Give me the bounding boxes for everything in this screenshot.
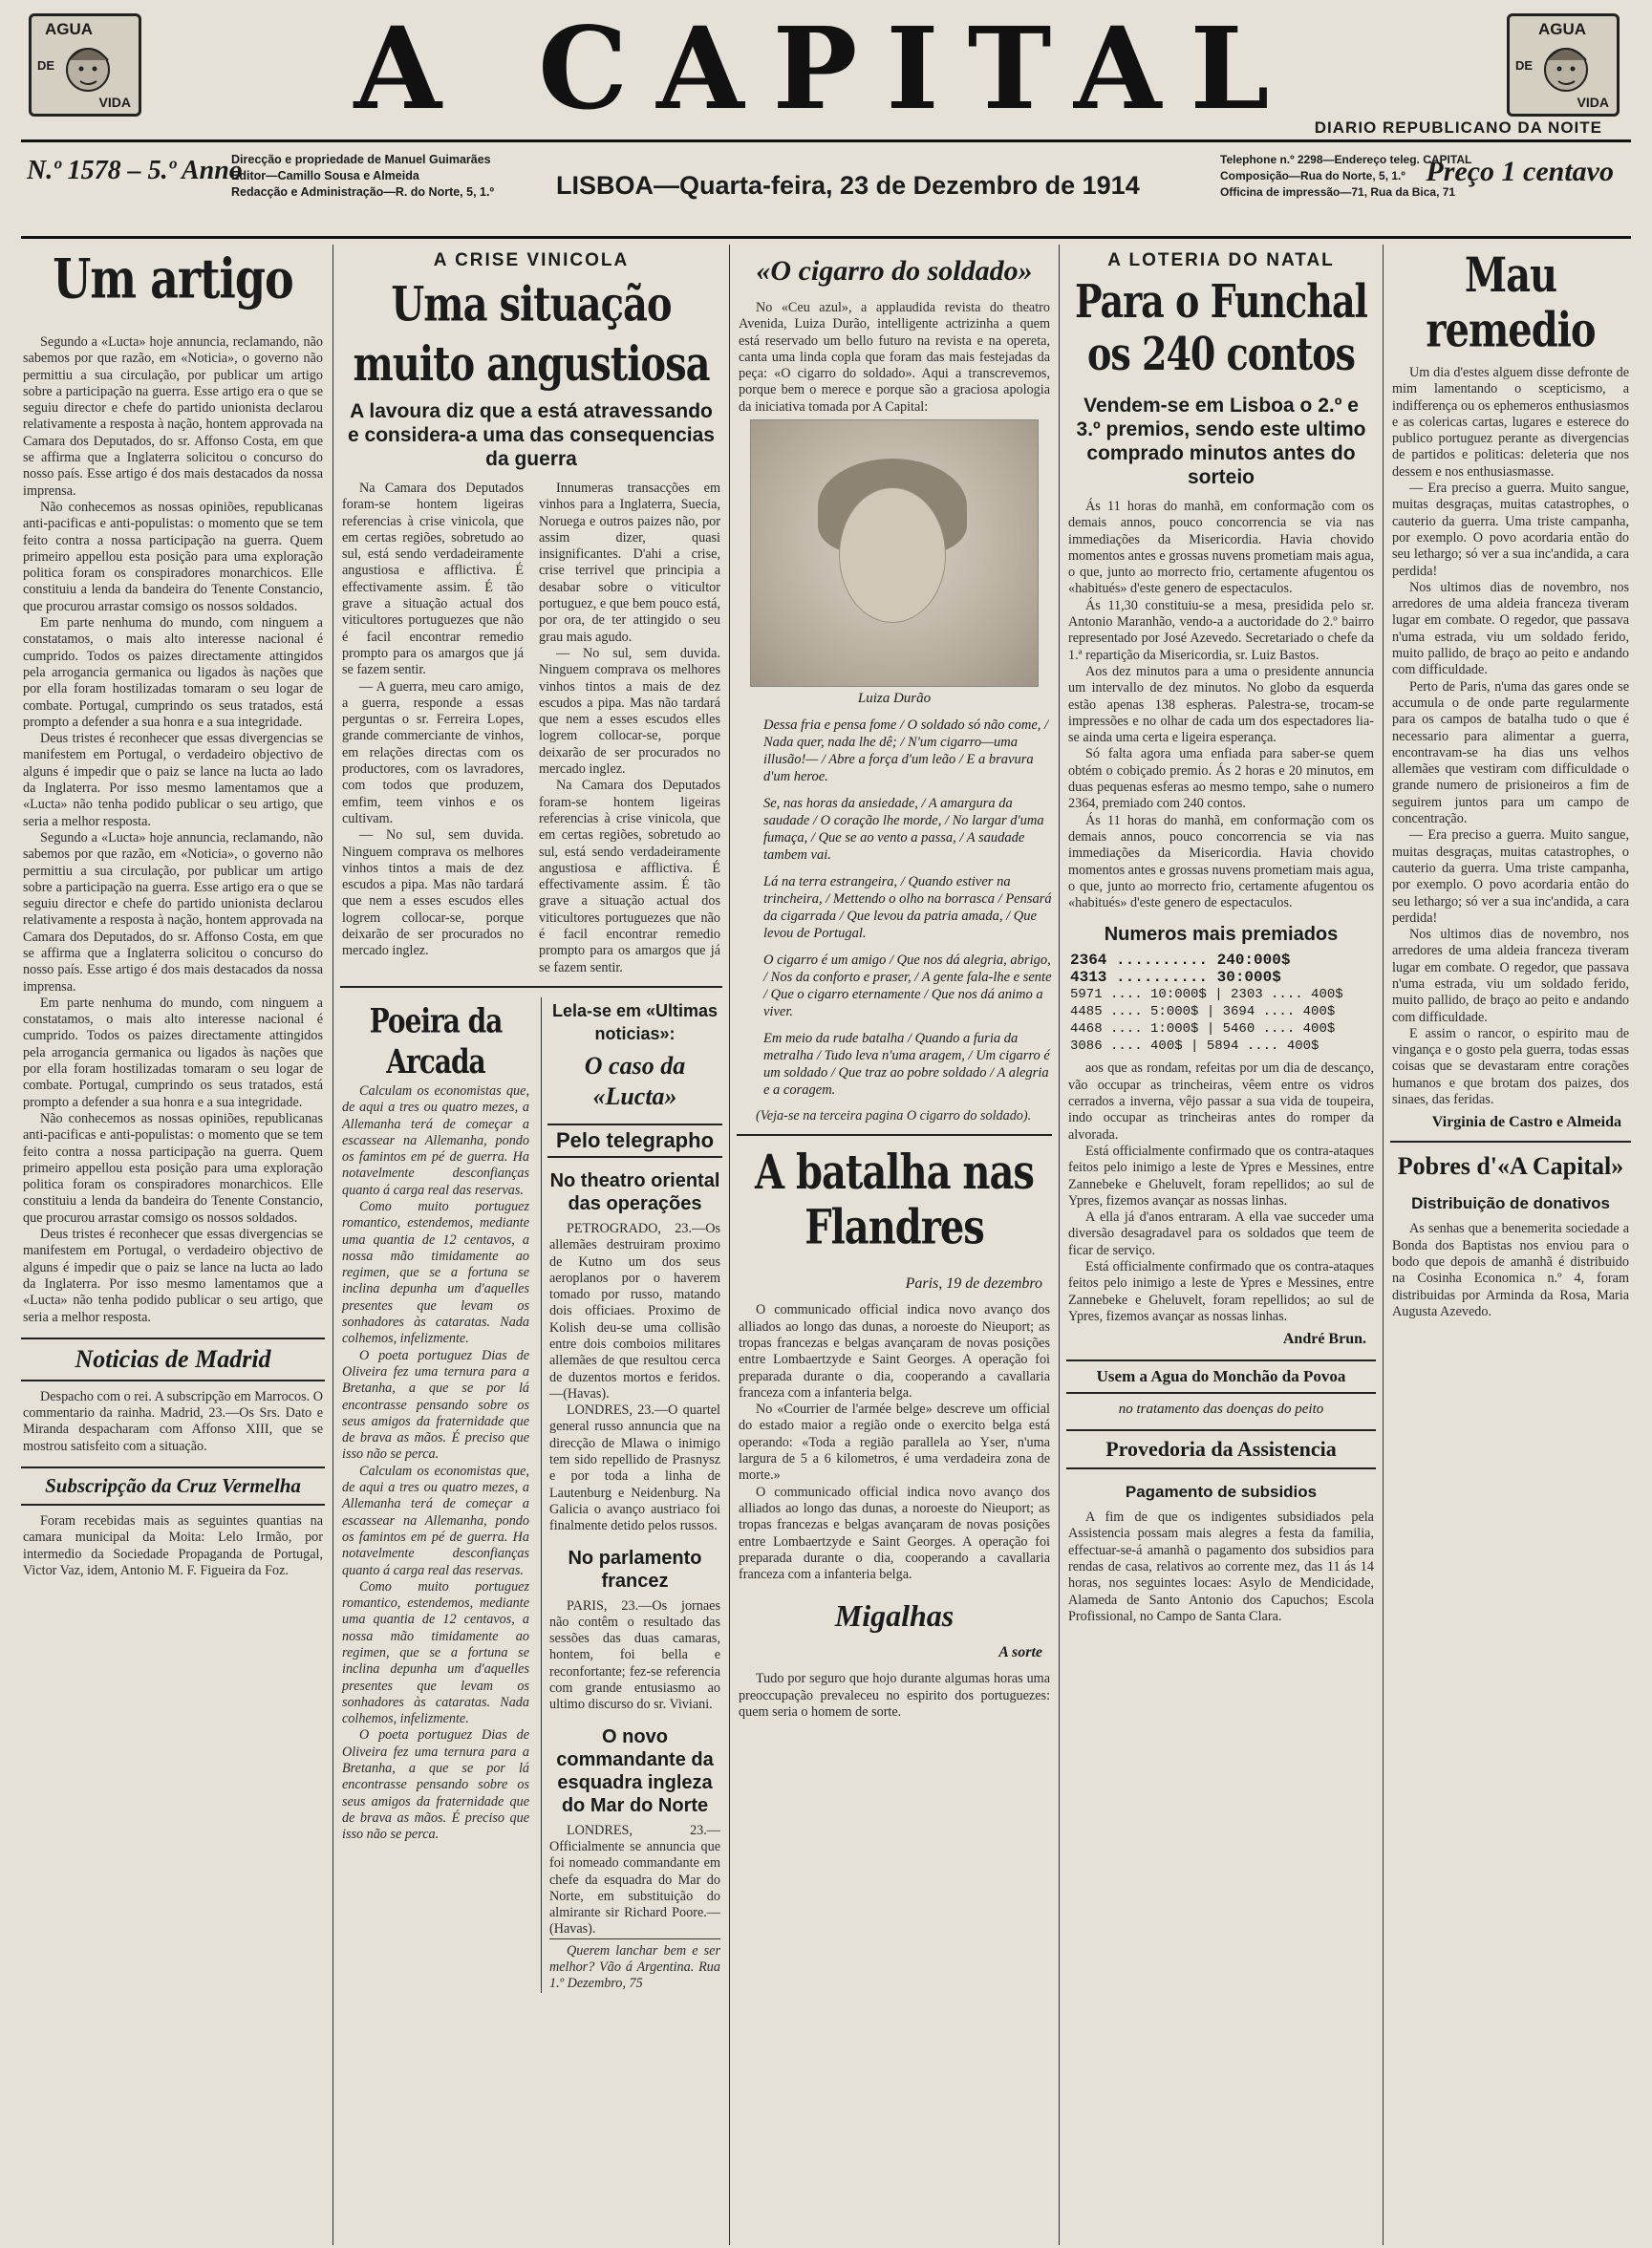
song-stanza: Se, nas horas da ansiedade, / A amargura da saudade / O coração lhe morde, / No largar d'uma fumaça, / Que se ao vento a passa, / A saudade tambem vai. bbox=[763, 796, 1044, 864]
article-paragraph: — No sul, sem duvida. Ninguem comprava os melhores vinhos tintos a mais de dez escudos a pipa. Mas não tardará que nem a esses escudos elles logrem collocar-se, porque deixarão de ser procurados no mercado inglez. bbox=[539, 645, 720, 778]
article-paragraph: Aos dez minutos para a uma o presidente annuncia um intervallo de dez minutos. No globo da esquerda estão apenas 138 espheras. Palestra-se, trocam-se impressões e no olhar de cada um dos espectadores lia-se ainda uma certa e ligeira esperança. bbox=[1068, 663, 1374, 746]
article-paragraph: LONDRES, 23.—O quartel general russo annuncia que na direcção de Mlawa o inimigo tem sido repellido de Prasnysz e por toda a linha de Lautenburg e Neidenburg. Na Galicia o avanço austriaco foi finalmente detido pelos russos. bbox=[549, 1402, 720, 1534]
article-paragraph: Ás 11,30 constituiu-se a mesa, presidida pelo sr. Antonio Maranhão, vendo-a a auctoridade do 2.º bairro representado por José Azevedo. Secretariado o chefe da 1.ª repartição da Misericordia, sr. Luiz Bastos. bbox=[1068, 597, 1374, 663]
article-paragraph: Tudo por seguro que hojo durante algumas horas uma preoccupação prevaleceu no espirito dos portuguezes: quem seria o homem de sorte. bbox=[739, 1671, 1050, 1721]
article-deck: A lavoura diz que a está atravessando e considera-a uma das consequencias da guerra bbox=[348, 400, 715, 470]
article-paragraph: PARIS, 23.—Os jornaes não contêm o resultado das sessões das duas camaras, hontem, foi bella e reconfortante; fez-se referencia com grande entusiasmo ao ultimo discurso do sr. Viviani. bbox=[549, 1597, 720, 1713]
article-paragraph: PETROGRADO, 23.—Os allemães destruiram proximo de Kutno um dos seus aeroplanos por o haverem tomado por russo, matando dois officiaes. Proximo de Kolish deu-se uma collisão entre dois comboios militares allemães de que resultou cerca de duzentos mortos e feridos.—(Havas). bbox=[549, 1220, 720, 1402]
face-icon bbox=[54, 37, 121, 104]
article-headline: Para o Funchal os 240 contos bbox=[1074, 273, 1367, 380]
article-paragraph: Despacho com o rei. A subscripção em Marrocos. O commentario da rainha. Madrid, 23.—Os Srs. Dato e Miranda despacharam com Affonso XIII, que se mostrou satisfeito com a situação. bbox=[23, 1388, 323, 1454]
section-divider bbox=[340, 986, 722, 988]
sub-headline: A sorte bbox=[998, 1644, 1042, 1661]
sub-headline: Pagamento de subsidios bbox=[1125, 1483, 1318, 1502]
article-paragraph: O communicado official indica novo avanço dos alliados ao longo das dunas, a noroeste do Nieuport; as tropas francezas e belgas avançaram de novas posições entre Lombaertzyde e Saint Georges. A operação foi preparada durante o dia, cooperando a cavallaria franceza com a infanteria belga. bbox=[739, 1302, 1050, 1401]
column-rule bbox=[1383, 245, 1384, 2245]
sub-column bbox=[537, 481, 722, 976]
second-prize-row: 4313 .......... 30:000$ bbox=[1070, 969, 1281, 987]
article-paragraph: Nos ultimos dias de novembro, nos arredores de uma aldeia franceza tiveram lugar em combate. O regedor, que passava n'uma estrada, viu um soldado ferido, muito pallido, de braço ao peito e andando com difficuldade. bbox=[1392, 927, 1629, 1025]
song-stanza: O cigarro é um amigo / Que nos dá alegria, abrigo, / Nos da conforto e praser, / A gente fala-lhe e sente / Que o cigarro eternamente / Que nos dá animo a viver. bbox=[763, 953, 1052, 1020]
article-paragraph: O poeta portuguez Dias de Oliveira fez uma ternura para a Bretanha, a que se por lá encontrasse pensando sobre os seus amigos da fraternidade que de brava as mãos. É preciso que isso não se perca. bbox=[342, 1347, 529, 1463]
song-stanza: Em meio da rude batalha / Quando a furia da metralha / Tudo leva n'uma aragem, / Um cigarro é um soldado / Que traz ao pobre soldado / A alegria e a coragem. bbox=[763, 1031, 1050, 1099]
article-paragraph: O communicado official indica novo avanço dos alliados ao longo das dunas, a noroeste do Nieuport; as tropas francezas e belgas avançaram de novas posições entre Lombaertzyde e Saint Georges. A operação foi preparada durante o dia, cooperando a cavallaria franceza com a infanteria belga. bbox=[739, 1484, 1050, 1583]
article-paragraph: Em parte nenhuma do mundo, com ninguem a constatamos, o mais alto interesse nacional é cumprido. Todos os paizes directamente attingidos pela arrogancia germanica ou ligados às nações que por ella foram hostilizadas tomaram o seu logar de combate. Portugal, cumprindo os seus tratados, está prompto a defender a sua honra e a sua integridade. bbox=[23, 615, 323, 730]
article-paragraph: E assim o rancor, o espirito mau de vingança e o gosto pela guerra, todas essas coisas que se devastaram entre corações humanos e que brotam dos paizes, dos sinaes, das feridas. bbox=[1392, 1025, 1629, 1108]
issue-number: N.º 1578 – 5.º Anno bbox=[27, 156, 243, 185]
telegraph-column bbox=[541, 997, 722, 1993]
article-paragraph: No «Courrier de l'armée belge» descreve um official do estado maior a região onde o exercito belga está operando: «Toda a região parallela ao Yser, n'uma largura de 5 a 6 kilometros, é uma verdadeira zona de morte.» bbox=[739, 1402, 1050, 1484]
printing-line: Officina de impressão—71, Rua da Bica, 71 bbox=[1220, 185, 1456, 199]
song-stanza: Lá na terra estrangeira, / Quando estiver na trincheira, / Mettendo o olho na borrasca / Pensará da cigarrada / Que levou da patria amada, / Que levou de Portugal. bbox=[763, 874, 1052, 942]
song-stanza: Dessa fria e pensa fome / O soldado só não come, / Nada quer, nada lhe dê; / N'um cigarro—uma illusão!— / Abre a força d'um leão / E a bravura d'um heroe. bbox=[763, 717, 1049, 785]
price: Preço 1 centavo bbox=[1426, 156, 1614, 187]
column-3 bbox=[737, 245, 1052, 2245]
article-note: (Veja-se na terceira pagina O cigarro do soldado). bbox=[756, 1108, 1032, 1124]
article-paragraph: Segundo a «Lucta» hoje annuncia, reclamando, não sabemos por que razão, em «Noticia», o governo não permittiu a sua circulação, por publicar um artigo sobre a participação na guerra. Esse artigo era o que se seguiu director e chefe do partido unionista declarou relativamente a resposta à nação, hontem approvada na Camara dos Deputados, do sr. Affonso Costa, em que se affirma que a Inglaterra solicitou o concurso do nosso país. Esse artigo é dos mais destacados da nossa imprensa. bbox=[23, 334, 323, 499]
article-deck: Vendem-se em Lisboa o 2.º e 3.º premios, sendo este ultimo comprado minutos antes do sorteio bbox=[1076, 395, 1366, 488]
article-kicker: A LOTERIA DO NATAL bbox=[1107, 250, 1335, 270]
article-paragraph: aos que as rondam, refeitas por um dia de descanço, vão occupar as trincheiras, vêem entre os vidros cerrados a inverna, vêjo passar a sua vida de toupeira, indo occupar as trincheiras antes do romper da alvorada. bbox=[1068, 1060, 1374, 1143]
seal-word-bottom: VIDA bbox=[98, 95, 131, 110]
article-paragraph: Perto de Paris, n'uma das gares onde se accumula o de onde parte regularmente para os campos de batalha tudo o que é necessario para alimentar a guerra, encontravam-se ha dias uns velhos allemães que vestiram com difficuldade o grande numero de prisioneiros a fim de seguirem juntos para um campo de concentração. bbox=[1392, 678, 1629, 827]
article-paragraph: As senhas que a benemerita sociedade a Bonda dos Baptistas nos enviou para o bodo que depois de amanhã é distribuido na Cosinha Economica n.º 4, foram distribuidas por Arminda da Rosa, Maria Augusta Azevedo. bbox=[1392, 1221, 1629, 1319]
article-paragraph: Ás 11 horas do manhã, em conformação com os demais annos, pouco concorrencia se via nas immediações da Misericordia. Havia chovido momentos antes e grossas nuvens prometiam mais agua, o que, junto ao morrecto frio, certamente afugentou os «habitués» d'este genero de espectaculos. bbox=[1068, 812, 1374, 911]
column-rule bbox=[729, 245, 730, 2245]
article-paragraph: Está officialmente confirmado que os contra-ataques feitos pelo inimigo a leste de Ypres e Messines, entre Zannebeke e Gheluvelt, foram repellidos; ao sul de Ypres, fizemos avançar as nossas linhas. bbox=[1068, 1143, 1374, 1209]
direction-line: Direcção e propriedade de Manuel Guimarães bbox=[231, 153, 491, 166]
article-paragraph: Não conhecemos as nossas opiniões, republicanas anti-pacificas e anti-populistas: o momento que se tem feito contra a nossa participação na guerra. Quem primeiro appellou esta posição para uma exploração politica foram os conspiradores monarchicos. Elle constituiu a lenda da bandeira do Tenente Constancio, que procurou arrastar comsigo os nossos soldados. bbox=[23, 499, 323, 614]
column-rule bbox=[1059, 245, 1060, 2245]
sub-headline: O novo commandante da esquadra ingleza do Mar do Norte bbox=[556, 1725, 714, 1816]
prize-row: 5971 .... 10:000$ | 2303 .... 400$ bbox=[1070, 987, 1343, 1003]
lower-split bbox=[340, 997, 722, 1993]
section-headline: Provedoria da Assistencia bbox=[1066, 1429, 1376, 1469]
article-paragraph: Só falta agora uma enfiada para saber-se quem obtém o cobiçado premio. Ás 2 horas e 20 minutos, em duas pequenas esferas ao mesmo tempo, sahe o numero 2364, premiado com 240 contos. bbox=[1068, 746, 1374, 812]
article-paragraph: Innumeras transacções em vinhos para a Inglaterra, Suecia, Noruega e outros paizes não, por assim dizer, quasi insignificantes. D'ahi a crise, crise terrivel que principia a desabar sobre o viticultor portuguez, e que bem pouco está, por ora, de ter attingido o seu grau mais agudo. bbox=[539, 481, 720, 645]
section-headline: Subscripção da Cruz Vermelha bbox=[21, 1467, 325, 1506]
dateline: Paris, 19 de dezembro bbox=[905, 1275, 1042, 1293]
editorial-credits bbox=[231, 152, 494, 201]
article-paragraph: Nos ultimos dias de novembro, nos arredores de uma aldeia franceza tiveram lugar em combate. O regedor, que passava n'uma estrada, viu um soldado ferido, muito pallido, de braço ao peito e andando com difficuldade. bbox=[1392, 579, 1629, 678]
article-paragraph: — No sul, sem duvida. Ninguem comprava os melhores vinhos tintos a mais de dez escudos a pipa. Mas não tardará que nem a esses escudos elles logrem collocar-se, porque deixarão de ser procurados no mercado inglez. bbox=[342, 827, 524, 959]
article-kicker: A CRISE VINICOLA bbox=[433, 250, 630, 270]
prize-row: 4485 .... 5:000$ | 3694 .... 400$ bbox=[1070, 1004, 1336, 1020]
section-divider bbox=[737, 1134, 1052, 1136]
article-paragraph: — Era preciso a guerra. Muito sangue, muitas desgraças, muitas catastrophes, o cauterio da guerra. Uma triste campanha, por exemplo. O povo acordaria então do seu lethargo; só ver a sua inc'andida, a cara perdida! bbox=[1392, 827, 1629, 926]
two-column-body bbox=[340, 481, 722, 976]
article-paragraph: Foram recebidas mais as seguintes quantias na camara municipal da Moita: Lelo Irmão, por intermedio da Sociedade Propaganda de Portugal, Victor Vaz, idem, Antonio M. F. Figueira da Foz. bbox=[23, 1513, 323, 1578]
actress-portrait bbox=[750, 419, 1039, 687]
column-1 bbox=[21, 245, 325, 2245]
article-paragraph: Calculam os economistas que, de aqui a tres ou quatro mezes, a Allemanha terá de começar a escassear na Allemanha, pondo os famintos em pé de guerra. Ha notavelmente desconfianças quanto á carga real das reservas. bbox=[342, 1463, 529, 1578]
article-signature: André Brun. bbox=[1282, 1331, 1366, 1348]
face-icon bbox=[1533, 37, 1599, 104]
section-headline: O caso da «Lucta» bbox=[584, 1051, 686, 1110]
seal-word-top: AGUA bbox=[1538, 20, 1587, 38]
article-headline: Mau remedio bbox=[1426, 246, 1596, 358]
section-headline: A batalha nas Flandres bbox=[755, 1145, 1034, 1256]
editor-line: Editor—Camillo Sousa e Almeida bbox=[231, 169, 419, 182]
advert-headline: Usem a Agua do Monchão da Povoa bbox=[1066, 1360, 1376, 1394]
prize-row: 3086 .... 400$ | 5894 .... 400$ bbox=[1070, 1038, 1319, 1055]
article-paragraph: No «Ceu azul», a applaudida revista do theatro Avenida, Luiza Durão, intelligente actrizinha a quem está reservado um bello futuro na revista e na opereta, canta uma linda copla que foram das mais festejadas da peça: «O cigarro do soldado». Aqui a transcrevemos, porque bem o merece e porque são a graciosa apologia da iniciativa tomada por A Capital: bbox=[739, 300, 1050, 415]
advert-subline: no tratamento das doenças do peito bbox=[1118, 1402, 1324, 1418]
article-paragraph: Deus tristes é reconhecer que essas divergencias se manifestem em Portugal, o verdadeiro objectivo de alguns é impedir que o paiz se lance na lucta ao lado da Inglaterra. Por isso mesmo lamentamos que a «Lucta» não tenha podido publicar o seu artigo, que seria a melhor resposta. bbox=[23, 1227, 323, 1325]
article-signature: Virginia de Castro e Almeida bbox=[1431, 1114, 1621, 1131]
article-paragraph: A fim de que os indigentes subsidiados pela Assistencia possam mais alegres a festa da familia, effectuar-se-á amanhã o pagamento dos subsidios para rendas de casa, relativos ao corrente mez, das 11 ás 14 horas, nos seguintes locaes: Asylo de Mendicidade, Alameda de Santo Antonio dos Capuchos; Escola Profissional, no Campo de Santa Clara. bbox=[1068, 1509, 1374, 1624]
article-paragraph: Em parte nenhuma do mundo, com ninguem a constatamos, o mais alto interesse nacional é cumprido. Todos os paizes directamente attingidos pela arrogancia germanica ou ligados às nações que por ella foram hostilizadas tomaram o seu logar de combate. Portugal, cumprindo os seus tratados, está prompto a defender a sua honra e a sua integridade. bbox=[23, 995, 323, 1110]
article-paragraph: Na Camara dos Deputados foram-se hontem ligeiras referencias à crise vinicola, que em certas regiões, sobretudo ao sul, está sendo verdadeiramente angustiosa e afflictiva. É effectivamente assim. É tão grave a situação actual dos viticultores portuguezes que não é facil encontrar remedio prompto para os amargos que já se fazem sentir. bbox=[342, 481, 524, 678]
article-paragraph: Como muito portuguez romantico, estendemos, mediante uma quantia de 12 centavos, a nossa mão timidamente ao regimen, que se a fortuna se inclina depunha um d'aquelles presentes que levam os sonhadores às cataratas. Nada colhemos, infelizmente. bbox=[342, 1578, 529, 1727]
agua-de-vida-seal-left bbox=[29, 13, 141, 117]
newspaper-title: A CAPITAL bbox=[354, 2, 1298, 135]
sub-column bbox=[340, 481, 526, 976]
telegraph-kicker: Lela-se em «Ultimas noticias»: bbox=[551, 1000, 719, 1043]
masthead bbox=[21, 2, 1631, 137]
column-5 bbox=[1390, 245, 1631, 2245]
seal-word-mid: DE bbox=[1515, 58, 1534, 73]
section-headline: Pobres d'«A Capital» bbox=[1397, 1152, 1624, 1181]
portrait-caption: Luiza Durão bbox=[857, 691, 932, 707]
article-paragraph: Um dia d'estes alguem disse defronte de mim lamentando o scepticismo, a indifferença ou os ephemeros enthusiasmos e as colericas cartas, lugares e esterece do publico portuguez perante as divergencias de partidos e politicas: deleteria que nos dessem e nos enthusiasmasse. bbox=[1392, 365, 1629, 480]
winning-numbers-table bbox=[1070, 952, 1372, 1055]
first-prize-row: 2364 .......... 240:000$ bbox=[1070, 952, 1291, 970]
portrait-face bbox=[839, 487, 946, 623]
article-paragraph: Está officialmente confirmado que os contra-ataques feitos pelo inimigo a leste de Ypres e Messines, entre Zannebeke e Gheluvelt, foram repellidos; ao sul de Ypres, fizemos avançar as nossas linhas. bbox=[1068, 1258, 1374, 1324]
info-bar bbox=[21, 139, 1631, 239]
newspaper-subtitle: DIARIO REPUBLICANO DA NOITE bbox=[1314, 118, 1602, 137]
dateline: LISBOA—Quarta-feira, 23 de Dezembro de 1914 bbox=[556, 171, 1140, 200]
article-headline: «O cigarro do soldado» bbox=[756, 255, 1033, 287]
article-paragraph: Como muito portuguez romantico, estendemos, mediante uma quantia de 12 centavos, a nossa mão timidamente ao regimen, que se a fortuna se inclina depunha um d'aquelles presentes que levam os sonhadores às cataratas. Nada colhemos, infelizmente. bbox=[342, 1198, 529, 1347]
article-paragraph: Deus tristes é reconhecer que essas divergencias se manifestem em Portugal, o verdadeiro objectivo de alguns é impedir que o paiz se lance na lucta ao lado da Inglaterra. Por isso mesmo lamentamos que a «Lucta» não tenha podido publicar o seu artigo, que seria a melhor resposta. bbox=[23, 731, 323, 829]
article-paragraph: A ella já d'anos entraram. A ella vae succeder uma diversão desagradavel para os soldados que teem de ficar de serviço. bbox=[1068, 1210, 1374, 1258]
sub-headline: No theatro oriental das operações bbox=[549, 1169, 720, 1214]
advert-line: Querem lanchar bem e ser melhor? Vão á Argentina. Rua 1.º Dezembro, 75 bbox=[549, 1938, 720, 1993]
seal-word-top: AGUA bbox=[45, 20, 94, 38]
composition-line: Composição—Rua do Norte, 5, 1.º bbox=[1220, 169, 1405, 182]
article-paragraph: O poeta portuguez Dias de Oliveira fez uma ternura para a Bretanha, a que se por lá encontrasse pensando sobre os seus amigos da fraternidade que de brava as mãos. É preciso que isso não se perca. bbox=[342, 1727, 529, 1843]
seal-word-bottom: VIDA bbox=[1577, 95, 1609, 110]
article-paragraph: Segundo a «Lucta» hoje annuncia, reclamando, não sabemos por que razão, em «Noticia», o governo não permittiu a sua circulação, por publicar um artigo sobre a participação na guerra. Esse artigo era o que se seguiu director e chefe do partido unionista declarou relativamente a resposta à nação, hontem approvada na Camara dos Deputados, do sr. Affonso Costa, em que se affirma que a Inglaterra solicitou o concurso do nosso país. Esse artigo é dos mais destacados da nossa imprensa. bbox=[23, 829, 323, 995]
section-headline: Pelo telegrapho bbox=[547, 1124, 722, 1158]
prize-row: 4468 .... 1:000$ | 5460 .... 400$ bbox=[1070, 1021, 1336, 1038]
section-divider bbox=[1390, 1141, 1631, 1143]
poeira-column bbox=[340, 997, 531, 1993]
article-headline: Um artigo bbox=[53, 246, 293, 310]
article-paragraph: Não conhecemos as nossas opiniões, republicanas anti-pacificas e anti-populistas: o momento que se tem feito contra a nossa participação na guerra. Quem primeiro appellou esta posição para uma exploração politica foram os conspiradores monarchicos. Elle constituiu a lenda da bandeira do Tenente Constancio, que procurou arrastar comsigo os nossos soldados. bbox=[23, 1110, 323, 1226]
agua-de-vida-seal-right bbox=[1507, 13, 1620, 117]
sub-headline: No parlamento francez bbox=[568, 1547, 702, 1592]
article-paragraph: — Era preciso a guerra. Muito sangue, muitas desgraças, muitas catastrophes, o cauterio da guerra. Uma triste campanha, por exemplo. O povo acordaria então do seu lethargo; só ver a sua inc'andida, a cara perdida! bbox=[1392, 481, 1629, 579]
sub-headline: Distribuição de donativos bbox=[1411, 1194, 1610, 1213]
column-2 bbox=[340, 245, 722, 2245]
columns bbox=[21, 239, 1631, 2245]
telephone-line: Telephone n.º 2298—Endereço teleg. CAPITAL bbox=[1220, 153, 1472, 166]
article-headline: Uma situação muito angustiosa bbox=[353, 276, 710, 393]
article-paragraph: Calculam os economistas que, de aqui a tres ou quatro mezes, a Allemanha terá de começar a escassear na Allemanha, pondo os famintos em pé de guerra. Ha notavelmente desconfianças quanto á carga real das reservas. bbox=[342, 1082, 529, 1198]
section-headline: Migalhas bbox=[834, 1598, 955, 1634]
column-4 bbox=[1066, 245, 1376, 2245]
redaction-line: Redacção e Administração—R. do Norte, 5, 1.º bbox=[231, 185, 495, 199]
article-paragraph: Na Camara dos Deputados foram-se hontem ligeiras referencias à crise vinicola, que em certas regiões, sobretudo ao sul, está sendo verdadeiramente angustiosa e afflictiva. É effectivamente assim. É tão grave a situação actual dos viticultores portuguezes que não é facil encontrar remedio prompto para os amargos que já se fazem sentir. bbox=[539, 778, 720, 975]
section-headline: Noticias de Madrid bbox=[21, 1338, 325, 1381]
seal-word-mid: DE bbox=[37, 58, 55, 73]
article-paragraph: Ás 11 horas do manhã, em conformação com os demais annos, pouco concorrencia se via nas immediações da Misericordia. Havia chovido momentos antes e grossas nuvens prometiam mais agua, o que, junto ao morrecto frio, certamente afugentou os «habitués» d'este genero de espectaculos. bbox=[1068, 499, 1374, 597]
article-paragraph: LONDRES, 23.—Officialmente se annuncia que foi nomeado commandante em chefe da esquadra do Mar do Norte, em substituição do almirante sir Richard Poore.—(Havas). bbox=[549, 1822, 720, 1938]
results-headline: Numeros mais premiados bbox=[1104, 924, 1339, 946]
article-paragraph: — A guerra, meu caro amigo, a guerra, responde a essas perguntas o sr. Ferreira Lopes, grande commerciante de vinhos, em relações directas com os productores, com os lavradores, com todos que produzem, emfim, teem vinhos e os cultivam. bbox=[342, 678, 524, 826]
song-lyrics bbox=[763, 717, 1052, 1099]
section-headline: Poeira da Arcada bbox=[369, 1000, 503, 1081]
